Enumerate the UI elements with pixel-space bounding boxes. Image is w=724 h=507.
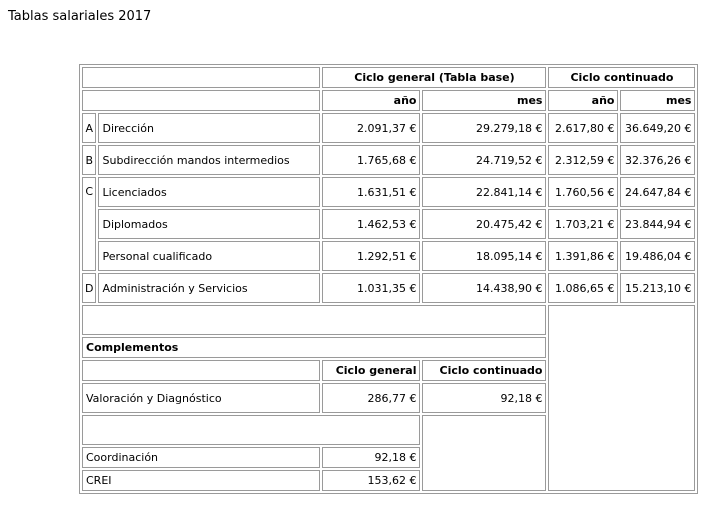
empty-block bbox=[548, 305, 695, 491]
row-cc-mes: 23.844,94 € bbox=[620, 209, 695, 239]
header-cg-anio: año bbox=[322, 90, 420, 111]
row-cg-mes: 18.095,14 € bbox=[422, 241, 546, 271]
complemento-general: 286,77 € bbox=[322, 383, 420, 413]
header-cg-mes: mes bbox=[422, 90, 546, 111]
table-row bbox=[82, 145, 695, 175]
row-category: Personal cualificado bbox=[98, 241, 320, 271]
row-cg-anio: 2.091,37 € bbox=[322, 113, 420, 143]
row-cg-mes: 22.841,14 € bbox=[422, 177, 546, 207]
header-empty-cell bbox=[82, 67, 320, 88]
row-cc-anio: 1.391,86 € bbox=[548, 241, 618, 271]
complemento-label: Valoración y Diagnóstico bbox=[82, 383, 320, 413]
header-empty-cell bbox=[82, 90, 320, 111]
complemento-label: Coordinación bbox=[82, 447, 320, 468]
complementos-col-general: Ciclo general bbox=[322, 360, 420, 381]
row-category: Licenciados bbox=[98, 177, 320, 207]
header-empty-cell bbox=[82, 360, 320, 381]
row-cc-anio: 1.703,21 € bbox=[548, 209, 618, 239]
row-category: Administración y Servicios bbox=[98, 273, 320, 303]
row-cg-anio: 1.462,53 € bbox=[322, 209, 420, 239]
salary-table bbox=[79, 64, 698, 494]
row-cg-anio: 1.292,51 € bbox=[322, 241, 420, 271]
row-cg-mes: 14.438,90 € bbox=[422, 273, 546, 303]
table-row bbox=[82, 113, 695, 143]
row-letter: A bbox=[82, 113, 96, 143]
row-cg-mes: 20.475,42 € bbox=[422, 209, 546, 239]
row-cc-mes: 32.376,26 € bbox=[620, 145, 695, 175]
row-cg-anio: 1.031,35 € bbox=[322, 273, 420, 303]
row-cg-mes: 24.719,52 € bbox=[422, 145, 546, 175]
page-title: Tablas salariales 2017 bbox=[8, 9, 152, 24]
header-cc-anio: año bbox=[548, 90, 618, 111]
row-cc-mes: 15.213,10 € bbox=[620, 273, 695, 303]
header-row-sub bbox=[82, 90, 695, 111]
complemento-label: CREI bbox=[82, 470, 320, 491]
spacer-row bbox=[82, 305, 695, 335]
table-row bbox=[82, 273, 695, 303]
header-ciclo-general: Ciclo general (Tabla base) bbox=[322, 67, 546, 88]
header-ciclo-continuado: Ciclo continuado bbox=[548, 67, 695, 88]
row-cc-mes: 19.486,04 € bbox=[620, 241, 695, 271]
table-row bbox=[82, 241, 695, 271]
complemento-continuado: 92,18 € bbox=[422, 383, 546, 413]
row-cc-anio: 1.086,65 € bbox=[548, 273, 618, 303]
row-cc-mes: 36.649,20 € bbox=[620, 113, 695, 143]
row-letter: B bbox=[82, 145, 96, 175]
table-row bbox=[82, 209, 695, 239]
row-cg-anio: 1.765,68 € bbox=[322, 145, 420, 175]
row-category: Diplomados bbox=[98, 209, 320, 239]
row-cg-anio: 1.631,51 € bbox=[322, 177, 420, 207]
complemento-general: 92,18 € bbox=[322, 447, 420, 468]
row-cc-anio: 1.760,56 € bbox=[548, 177, 618, 207]
table-row bbox=[82, 177, 695, 207]
row-cg-mes: 29.279,18 € bbox=[422, 113, 546, 143]
header-cc-mes: mes bbox=[620, 90, 695, 111]
complementos-col-continuado: Ciclo continuado bbox=[422, 360, 546, 381]
row-cc-anio: 2.312,59 € bbox=[548, 145, 618, 175]
empty-block bbox=[422, 415, 546, 491]
row-category: Subdirección mandos intermedios bbox=[98, 145, 320, 175]
row-cc-anio: 2.617,80 € bbox=[548, 113, 618, 143]
header-row-main bbox=[82, 67, 695, 88]
spacer-cell bbox=[82, 415, 420, 445]
complementos-title: Complementos bbox=[82, 337, 546, 358]
row-cc-mes: 24.647,84 € bbox=[620, 177, 695, 207]
row-letter: D bbox=[82, 273, 96, 303]
complemento-general: 153,62 € bbox=[322, 470, 420, 491]
row-category: Dirección bbox=[98, 113, 320, 143]
spacer-cell bbox=[82, 305, 546, 335]
row-letter: C bbox=[82, 177, 96, 271]
